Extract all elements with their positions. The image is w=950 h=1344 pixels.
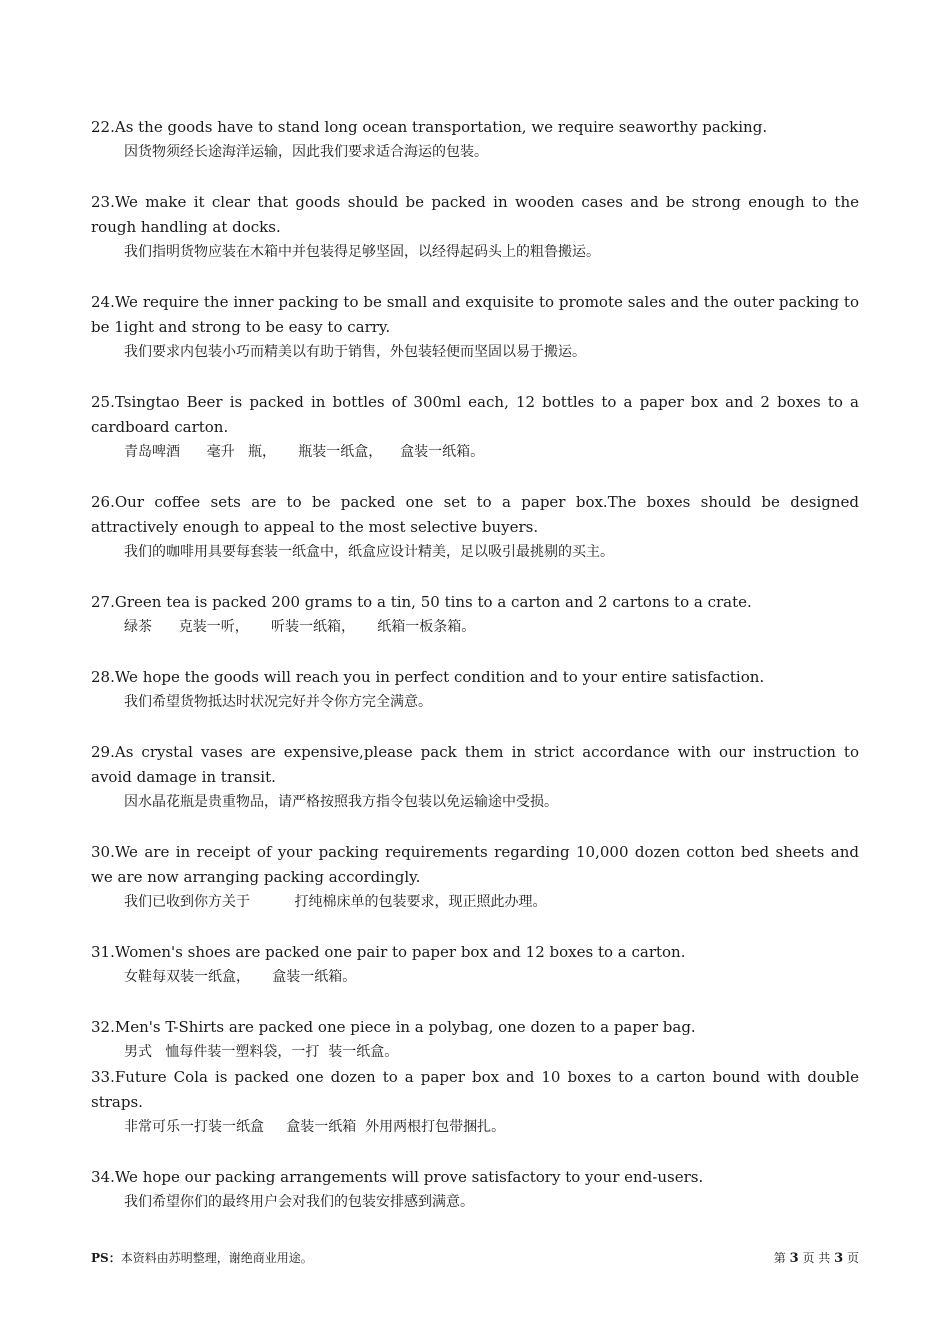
chinese-translation: 我们希望你们的最终用户会对我们的包装安排感到满意。	[124, 1194, 474, 1210]
english-sentence: 22.As the goods have to stand long ocean transportation, we require seaworthy packing.	[91, 118, 768, 136]
page-number	[774, 1248, 859, 1269]
english-sentence: 27.Green tea is packed 200 grams to a tin, 50 tins to a carton and 2 cartons to a crate.	[91, 593, 752, 611]
english-sentence: 34.We hope our packing arrangements will prove satisfactory to your end-users.	[91, 1168, 704, 1186]
footer-note-text: 本资料由苏明整理，谢绝商业用途。	[120, 1251, 313, 1265]
entry-29	[91, 740, 859, 815]
english-sentence: 33.Future Cola is packed one dozen to a paper box and 10 boxes to a carton bound with double straps.	[91, 1068, 859, 1111]
page-label-middle: 页 共	[802, 1251, 831, 1265]
entry-23	[91, 190, 859, 265]
english-sentence: 31.Women's shoes are packed one pair to paper box and 12 boxes to a carton.	[91, 943, 686, 961]
chinese-translation: 因货物须经长途海洋运输，因此我们要求适合海运的包装。	[124, 144, 488, 160]
chinese-translation: 我们要求内包装小巧而精美以有助于销售，外包装轻便而坚固以易于搬运。	[124, 344, 586, 360]
current-page-number: 3	[789, 1251, 799, 1266]
chinese-translation: 因水晶花瓶是贵重物品，请严格按照我方指令包装以免运输途中受损。	[124, 794, 558, 810]
chinese-translation: 我们指明货物应装在木箱中并包装得足够坚固，以经得起码头上的粗鲁搬运。	[124, 244, 600, 260]
entry-28	[91, 665, 859, 715]
entry-32	[91, 1015, 859, 1065]
entry-30	[91, 840, 859, 915]
entry-22	[91, 115, 859, 165]
english-sentence: 29.As crystal vases are expensive,please pack them in strict accordance with our instruction to avoid damage in transit.	[91, 743, 859, 786]
entry-33	[91, 1065, 859, 1140]
page-label-suffix: 页	[846, 1251, 859, 1265]
english-sentence: 28.We hope the goods will reach you in perfect condition and to your entire satisfaction.	[91, 668, 765, 686]
entry-25	[91, 390, 859, 465]
english-sentence: 24.We require the inner packing to be small and exquisite to promote sales and the outer packing to be 1ight and strong to be easy to carry.	[91, 293, 859, 336]
entry-26	[91, 490, 859, 565]
entry-34	[91, 1165, 859, 1215]
chinese-translation: 青岛啤酒 毫升 瓶， 瓶装一纸盒， 盒装一纸箱。	[124, 444, 485, 460]
chinese-translation: 我们已收到你方关于 打纯棉床单的包装要求，现正照此办理。	[124, 894, 547, 910]
english-sentence: 23.We make it clear that goods should be packed in wooden cases and be strong enough to the rough handling at docks.	[91, 193, 859, 236]
footer-ps-label: PS：	[91, 1251, 121, 1265]
footer-note	[91, 1248, 313, 1268]
total-page-number: 3	[834, 1251, 844, 1266]
entry-27	[91, 590, 859, 640]
entry-31	[91, 940, 859, 990]
chinese-translation: 我们的咖啡用具要每套装一纸盒中，纸盒应设计精美，足以吸引最挑剔的买主。	[124, 544, 614, 560]
document-body	[91, 115, 859, 1215]
chinese-translation: 男式 恤每件装一塑料袋，一打 装一纸盒。	[124, 1044, 399, 1060]
english-sentence: 30.We are in receipt of your packing requirements regarding 10,000 dozen cotton bed sheets and we are now arranging packing accordingly.	[91, 843, 859, 886]
english-sentence: 25.Tsingtao Beer is packed in bottles of 300ml each, 12 bottles to a paper box and 2 boxes to a cardboard carton.	[91, 393, 859, 436]
english-sentence: 26.Our coffee sets are to be packed one set to a paper box.The boxes should be designed attractively enough to appeal to the most selective buyers.	[91, 493, 859, 536]
page-label-prefix: 第	[773, 1251, 786, 1265]
chinese-translation: 我们希望货物抵达时状况完好并令你方完全满意。	[124, 694, 432, 710]
english-sentence: 32.Men's T-Shirts are packed one piece in a polybag, one dozen to a paper bag.	[91, 1018, 696, 1036]
chinese-translation: 女鞋每双装一纸盒， 盒装一纸箱。	[124, 969, 357, 985]
entry-24	[91, 290, 859, 365]
chinese-translation: 非常可乐一打装一纸盒 盒装一纸箱 外用两根打包带捆扎。	[124, 1119, 506, 1135]
chinese-translation: 绿茶 克装一听， 听装一纸箱， 纸箱一板条箱。	[124, 619, 476, 635]
